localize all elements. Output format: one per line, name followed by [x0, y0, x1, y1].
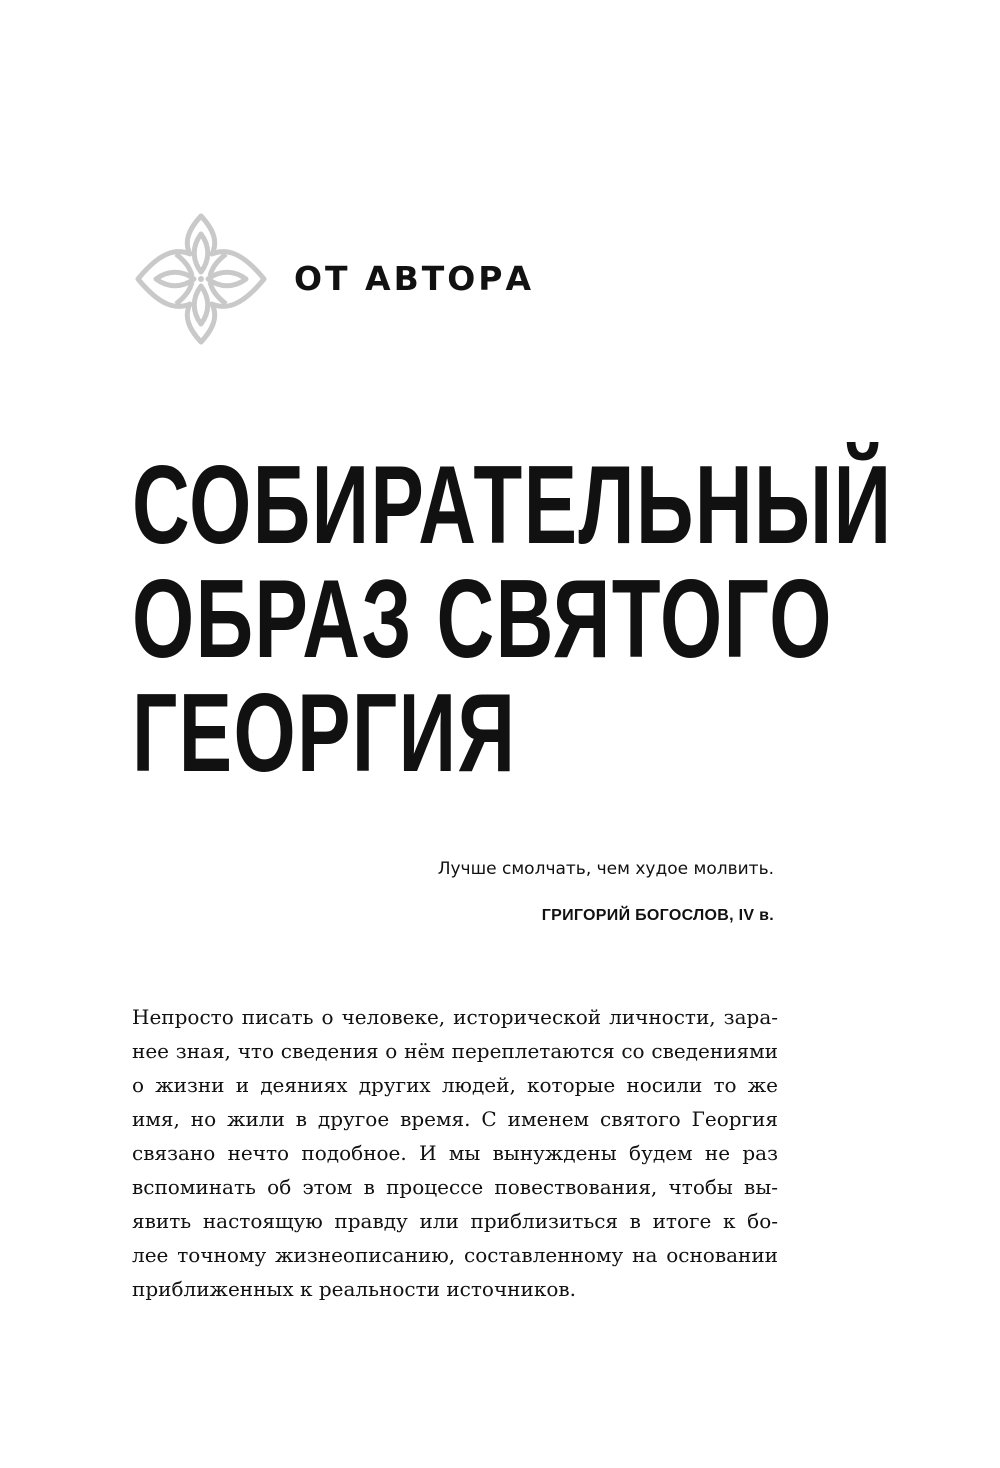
epigraph	[438, 854, 774, 928]
epigraph-quote: Лучше смолчать, чем худое молвить.	[437, 859, 774, 879]
body-line: о жизни и деяниях других людей, которые носили то же	[132, 1073, 778, 1097]
chapter-title-line: ГЕОРГИЯ	[132, 671, 517, 795]
epigraph-century: IV в.	[738, 907, 774, 924]
body-line: приближенных к реальности источников.	[132, 1277, 577, 1301]
four-petal-knot-icon	[134, 212, 268, 346]
section-label: ОТ АВТОРА	[294, 259, 535, 298]
body-line: явить настоящую правду или приблизиться в итоге к бо-	[132, 1209, 778, 1233]
body-line: вспоминать об этом в процессе повествования, чтобы вы-	[132, 1175, 778, 1199]
epigraph-author-name: ГРИГОРИЙ БОГОСЛОВ,	[541, 907, 734, 924]
body-line: имя, но жили в другое время. С именем святого Георгия	[132, 1107, 778, 1131]
chapter-title-line: СОБИРАТЕЛЬНЫЙ	[132, 443, 893, 567]
chapter-title	[132, 443, 893, 795]
body-line: лее точному жизнеописанию, составленному на основании	[132, 1243, 778, 1267]
body-line: Непросто писать о человеке, исторической личности, зара-	[132, 1005, 778, 1029]
body-line: связано нечто подобное. И мы вынуждены будем не раз	[132, 1141, 778, 1165]
body-line: нее зная, что сведения о нём переплетаются со сведениями	[132, 1039, 778, 1063]
chapter-title-line: ОБРАЗ СВЯТОГО	[132, 557, 833, 681]
body-paragraph	[132, 1000, 778, 1306]
epigraph-author	[438, 904, 774, 928]
